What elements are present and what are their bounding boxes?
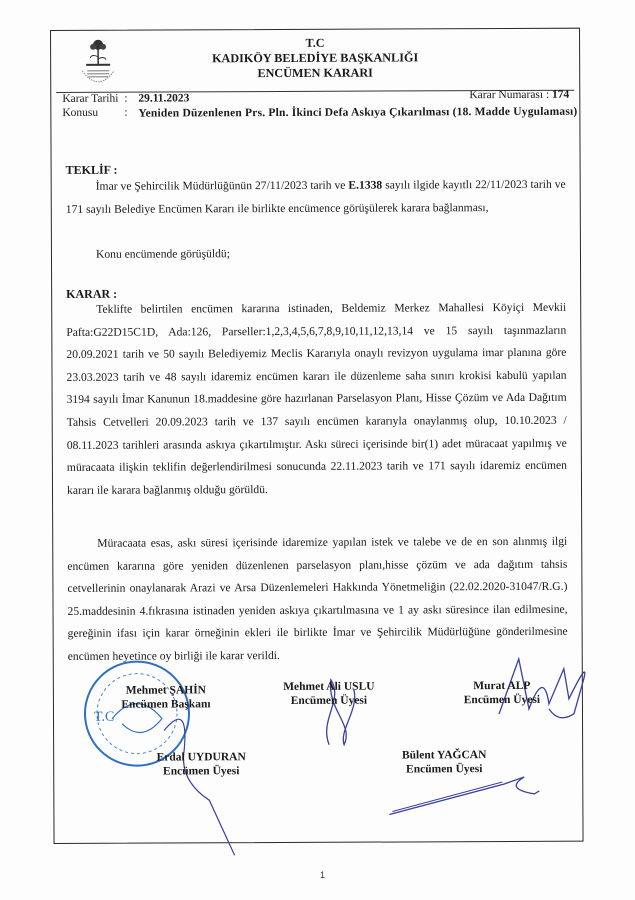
decision-number-value: 174 xyxy=(552,88,570,101)
signer-name: Bülent YAĞCAN xyxy=(401,749,487,762)
signer-name: Murat ALP xyxy=(473,679,531,693)
decision-number-row xyxy=(469,89,569,101)
subject-value: Yeniden Düzenlenen Prs. Pln. İkinci Defa Askıya Çıkarılması (18. Madde Uygulaması) xyxy=(138,105,578,120)
karar-heading: KARAR : xyxy=(66,286,118,301)
document-reference: E.1338 xyxy=(348,178,383,192)
signature-block-uyduran xyxy=(136,750,266,779)
signer-role: Encümen Başkanı xyxy=(121,698,211,711)
signature-yagcan-icon xyxy=(384,769,544,820)
signer-role: Encümen Üyesi xyxy=(406,763,483,776)
page-number: 1 xyxy=(320,870,326,880)
signer-name: Mehmet Ali USLU xyxy=(283,680,375,693)
colon: : xyxy=(124,106,128,119)
teklif-paragraph xyxy=(66,174,566,221)
decision-date-label: Karar Tarihi xyxy=(62,92,119,105)
signature-block-chair xyxy=(106,683,226,712)
teklif-heading: TEKLİF : xyxy=(65,162,118,177)
decision-date-value: 29.11.2023 xyxy=(138,92,190,105)
header-line-tc: T.C xyxy=(305,35,325,50)
subject-row xyxy=(62,105,578,120)
decision-number-label: Karar Numarası : xyxy=(469,88,550,102)
karar-paragraph-2: Müracaata esas, askı süresi içerisinde idaremize yapılan istek ve talebe ve de en son alınmış ilgi encümen kararına göre yeniden düzenlenen parselasyon planı,hisse çözüm ve ada dağıtım tahsis cetvellerinin onaylanarak Arazi ve Arsa Düzenlemeleri Hakkında Yönetmeliğin (22.02.2020-31047/R.G.) 25.maddesinin 4.fıkrasına istinaden yeniden askıya çıkartılmasına ve 1 ay askı süresince ilan edilmesine, gereğinin ifası için karar örneğinin ekleri ile birlikte İmar ve Şehircilik Müdürlüğüne gönderilmesine encümen heyetince oy birliği ile karar verildi. xyxy=(67,534,568,663)
document-frame xyxy=(50,28,584,844)
signature-block-uslu xyxy=(269,680,389,709)
colon: : xyxy=(124,92,128,105)
teklif-text-b: sayılı ilgide kayıtlı 22/11/2023 tarih ve 171 sayılı Belediye Encümen Kararı ile birlikte encümence görüşülerek karara bağlanması, xyxy=(65,177,566,216)
signer-role: Encümen Üyesi xyxy=(290,694,368,707)
karar-paragraph-1: Teklifte belirtilen encümen kararına istinaden, Beldemiz Merkez Mahallesi Köyiçi Mevkii Pafta:G22D15C1D, Ada:126, Parseller:1,2,3,4,5,6,7,8,9,10,11,12,13,14 ve 15 sayılı taşınmazların 20.09.2021 tarih ve 50 sayılı Belediyemiz Meclis Kararıyla onaylı revizyon uygulama imar planına göre 23.03.2023 tarih ve 48 sayılı idaremiz encümen kararı ile düzenleme saha sınırı krokisi kabulü yapılan 3194 sayılı İmar Kanunun 18.maddesine göre hazırlanan Parselasyon Planı, Hisse Çözüm ve Ada Dağıtım Tahsis Cetvelleri 20.09.2023 tarih ve 137 sayılı encümen kararıyla onaylanmış olup, 10.10.2023 / 08.11.2023 tarihleri arasında askıya çıkartılmıştır. Askı süreci içerisinde bir(1) adet müracaat yapılmış ve müracaata ilişkin teklifin değerlendirilmesi sonucunda 22.11.2023 tarih ve 171 sayılı idaremiz encümen kararı ile karara bağlanmış olduğu görüldü. xyxy=(66,300,567,497)
signer-name: Erdal UYDURAN xyxy=(156,751,246,764)
signature-block-alp xyxy=(442,679,562,708)
subject-label: Konusu xyxy=(62,106,99,119)
header-doc-type: ENCÜMEN KARARI xyxy=(257,65,373,81)
document-header xyxy=(51,35,579,82)
signer-role: Encümen Üyesi xyxy=(463,693,541,707)
signer-name: Mehmet ŞAHİN xyxy=(125,684,206,697)
signature-block-yagcan xyxy=(374,748,514,777)
svg-text:T.C: T.C xyxy=(93,709,115,725)
teklif-discussed: Konu encümende görüşüldü; xyxy=(95,247,230,261)
signer-role: Encümen Üyesi xyxy=(163,765,240,778)
header-municipality: KADIKÖY BELEDİYE BAŞKANLIĞI xyxy=(212,50,419,66)
teklif-text-a: İmar ve Şehircilik Müdürlüğünün 27/11/2023 tarih ve xyxy=(95,178,349,193)
